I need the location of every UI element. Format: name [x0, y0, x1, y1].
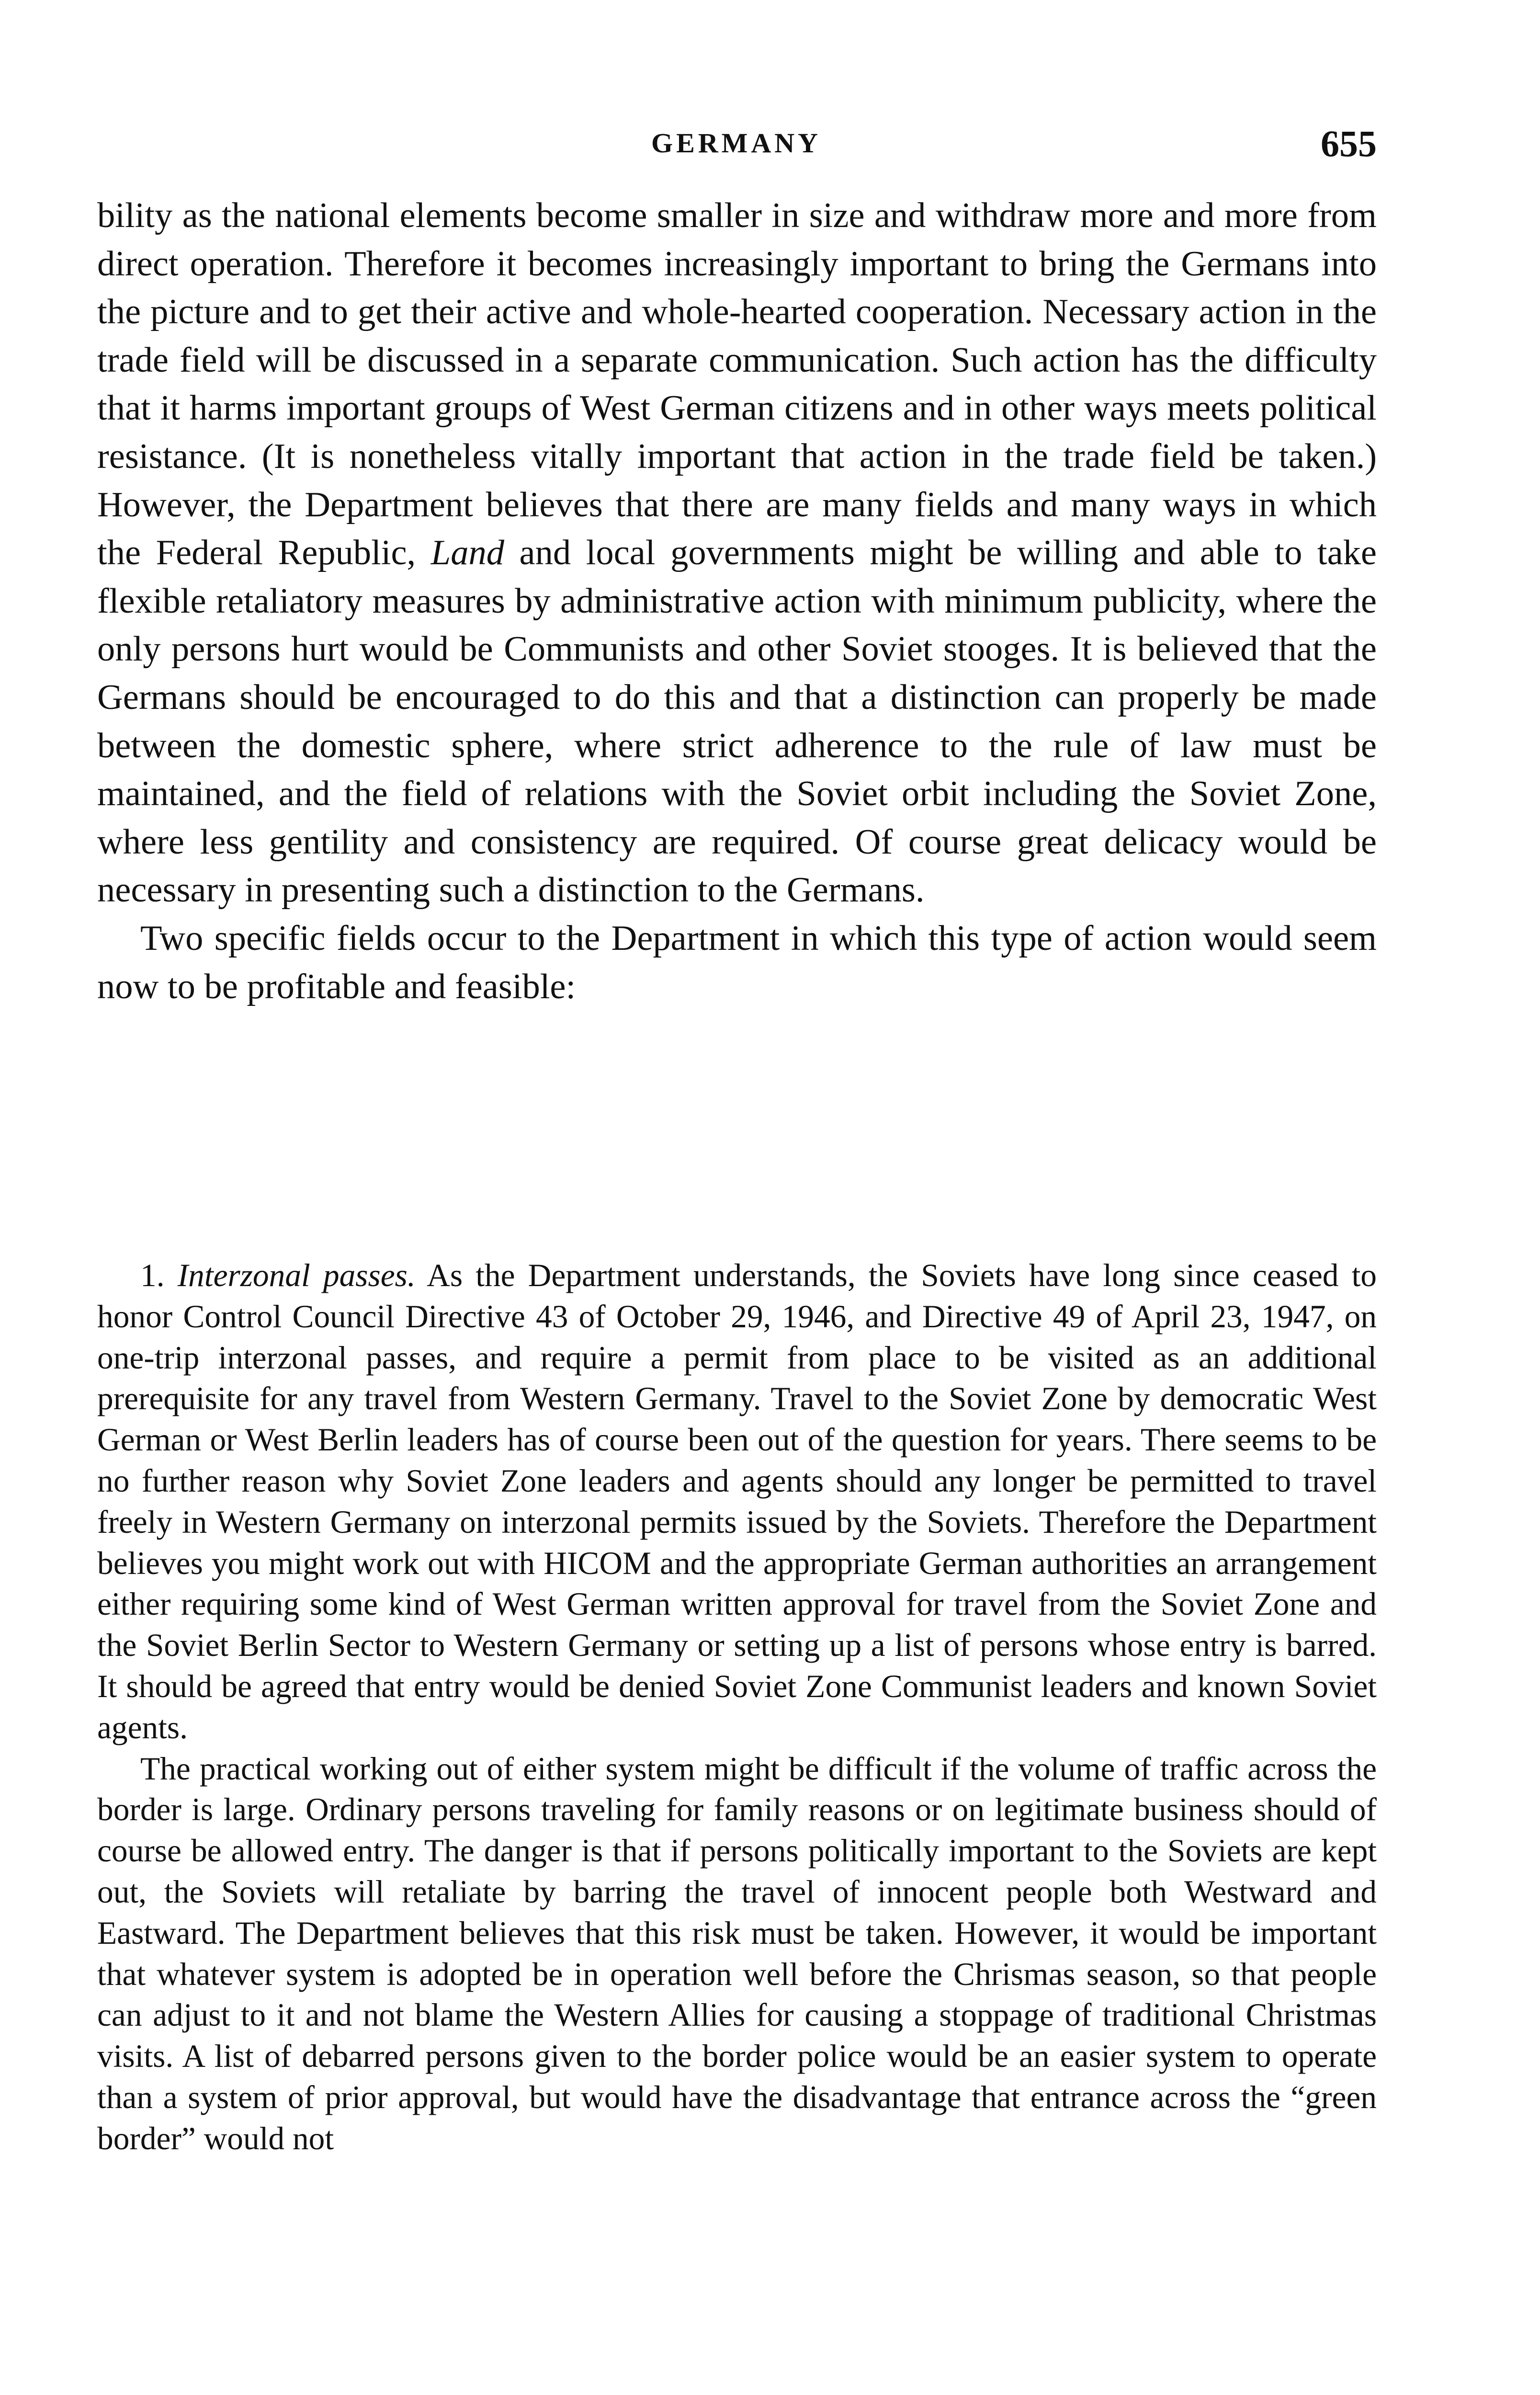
running-head: GERMANY — [651, 127, 822, 159]
paragraph-1 — [97, 192, 1377, 914]
page-number: 655 — [1321, 123, 1377, 164]
paragraph-1-text-a: bility as the national elements become smaller in size and withdraw more and more from direct operation. Therefore it becomes increasingly important to bring the Germans into the picture and to get their active and whole-hearted cooperation. Necessary action in the trade field will be discussed in a separate communication. Such action has the difficulty that it harms important groups of West German citizens and in other ways meets political resistance. (It is nonetheless vitally important that action in the trade field be taken.) However, the Department believes that there are many fields and many ways in which the Federal Republic, — [97, 196, 1377, 573]
paragraph-3-text: As the Department understands, the Soviets have long since ceased to honor Control Council Directive 43 of October 29, 1946, and Directive 49 of April 23, 1947, on one-trip interzonal passes, and require a permit from place to be visited as an additional prerequisite for any travel from Western Germany. Travel to the Soviet Zone by democratic West German or West Berlin leaders has of course been out of the question for years. There seems to be no further reason why Soviet Zone leaders and agents should any longer be permitted to travel freely in Western Germany on interzonal permits issued by the Soviets. Therefore the Department believes you might work out with HICOM and the appropriate German authorities an arrangement either requiring some kind of West German written approval for travel from the Soviet Zone and the Soviet Berlin Sector to Western Germany or setting up a list of persons whose entry is barred. It should be agreed that entry would be denied Soviet Zone Communist leaders and known Soviet agents. — [97, 1257, 1377, 1745]
body-text-small — [97, 1255, 1377, 2159]
paragraph-2: Two specific fields occur to the Department in which this type of action would seem now to be profitable and feasible: — [97, 918, 1377, 1006]
paragraph-4: The practical working out of either system might be difficult if the volume of traffic across the border is large. Ordinary persons traveling for family reasons or on legitimate business should of course be allowed entry. The danger is that if persons politically important to the Soviets are kept out, the Soviets will retaliate by barring the travel of innocent people both Westward and Eastward. The Department believes that this risk must be taken. However, it would be important that whatever system is adopted be in operation well before the Chrismas season, so that people can adjust to it and not blame the Western Allies for causing a stoppage of traditional Christmas visits. A list of debarred persons given to the border police would be an easier system to operate than a system of prior approval, but would have the disadvantage that entrance across the “green border” would not — [97, 1750, 1377, 2156]
body-text-top — [97, 192, 1377, 1011]
page-header — [96, 122, 1377, 175]
italic-land: Land — [430, 533, 504, 573]
item-number: 1. — [140, 1257, 178, 1293]
paragraph-1-text-b: and local governments might be willing and able to take flexible retaliatory measures by administrative action with minimum publicity, where the only persons hurt would be Communists and other Soviet stooges. It is believed that the Germans should be encouraged to do this and that a distinction can properly be made between the domestic sphere, where strict adherence to the rule of law must be maintained, and the field of relations with the Soviet orbit including the Soviet Zone, where less gentility and consistency are required. Of course great delicacy would be necessary in presenting such a distinction to the Germans. — [97, 533, 1377, 910]
paragraph-3 — [97, 1255, 1377, 1748]
item-heading-interzonal-passes: Interzonal passes. — [177, 1257, 416, 1293]
